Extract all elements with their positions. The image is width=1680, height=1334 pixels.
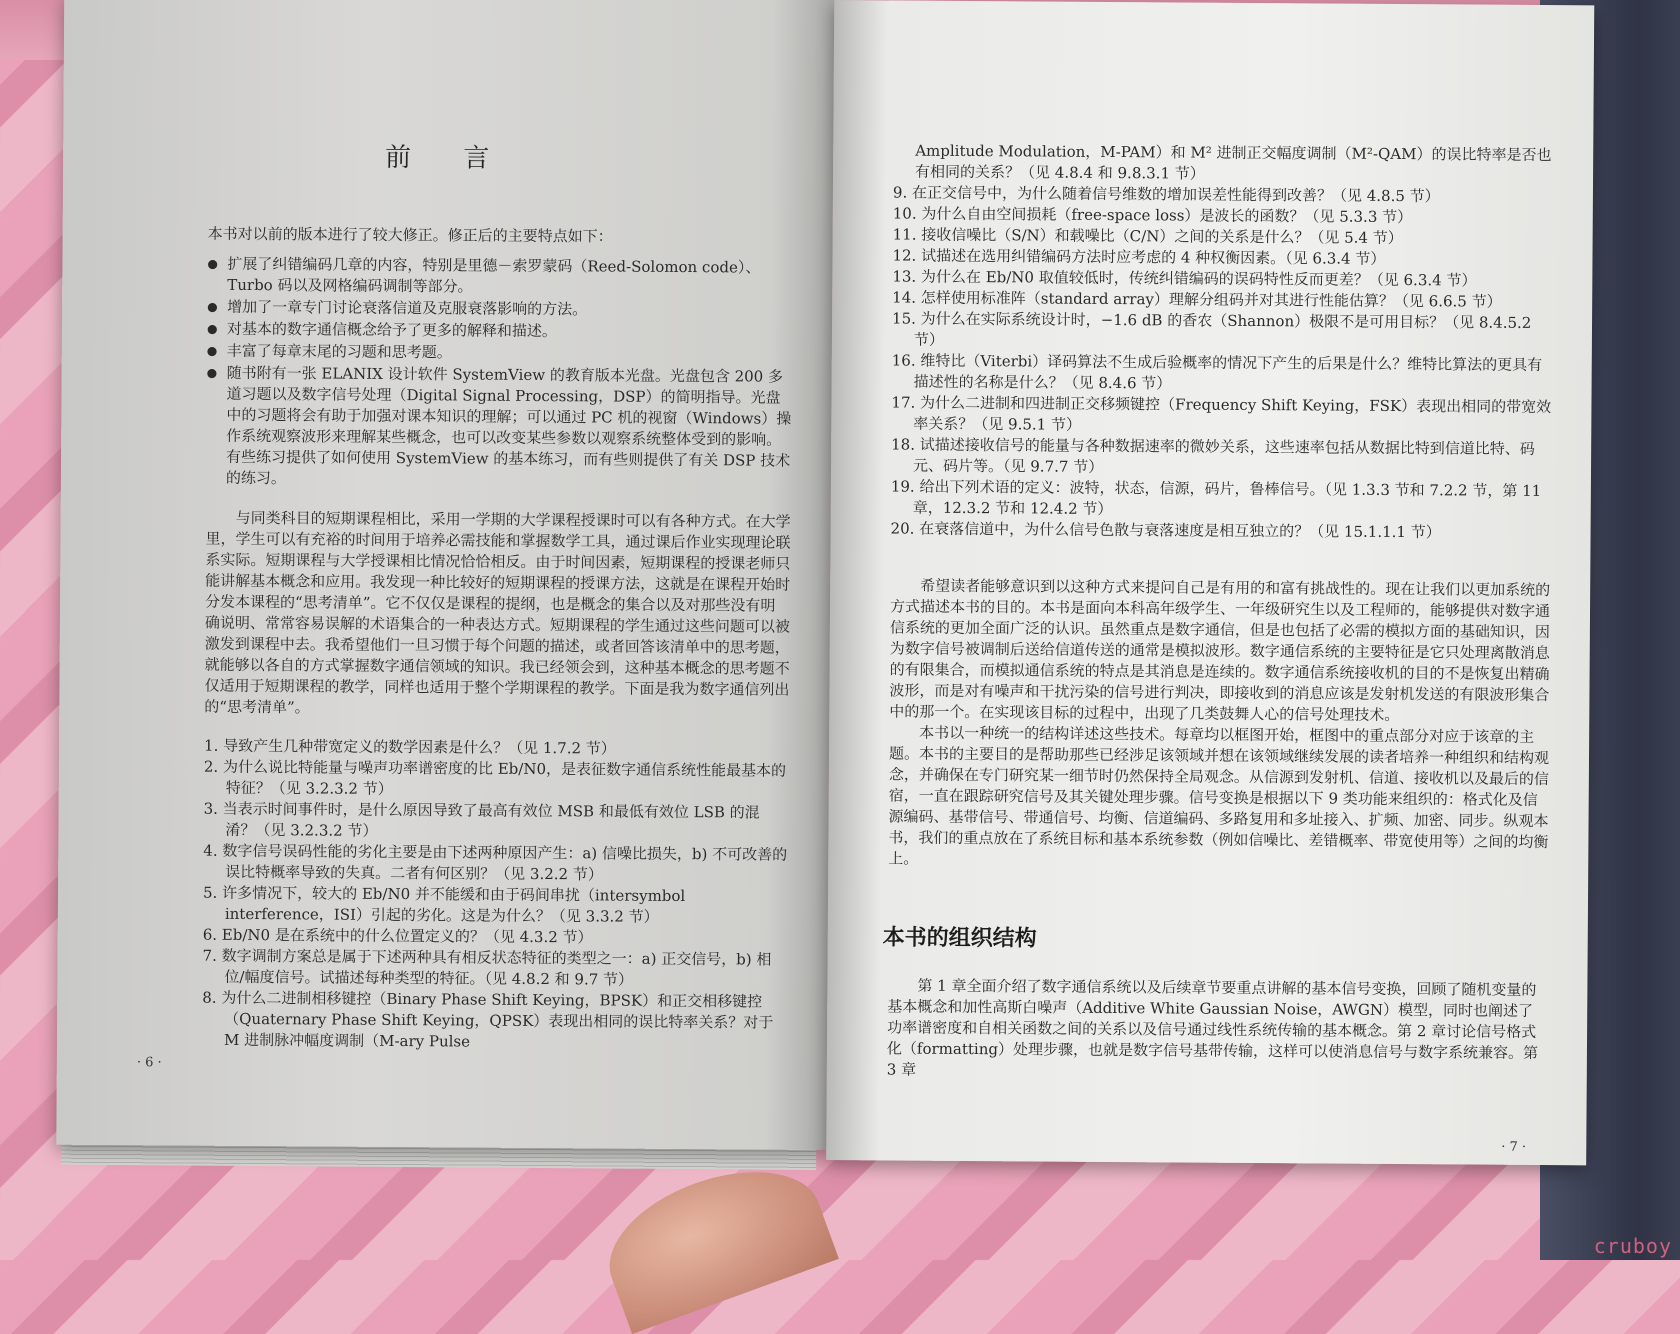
question-item: 13. 为什么在 Eb/N0 取值较低时，传统纠错编码的误码特性反而更差？（见 6.3.4 节） — [892, 267, 1477, 290]
page-number: · 7 · — [1501, 1139, 1527, 1155]
question-item: 8. 为什么二进制相移键控（Binary Phase Shift Keying，BPSK）和正交相移键控（Quaternary Phase Shift Keying，QPSK）表现出相同的误比特率关系？对于 M 进制脉冲幅度调制（M-ary Pulse — [202, 988, 774, 1051]
body-paragraph: 第 1 章全面介绍了数字通信系统以及后续章节要重点讲解的基本信号变换，回顾了随机变量的基本概念和加性高斯白噪声（Additive White Gaussian Noise，AWGN）模型，同时也阐述了功率谱密度和自相关函数之间的关系以及信号通过线性系统传输的基本概念。第 2 章讨论信号格式化（formatting）处理步骤，也就是数字信号基带传输，这样可以使消息信号与数字系统兼容。第 3 章 — [886, 976, 1539, 1079]
body-section — [888, 575, 1550, 874]
question-item: 5. 许多情况下，较大的 Eb/N0 并不能缓和由于码间串扰（intersymbol interference，ISI）引起的劣化。这是为什么？（见 3.3.2 节） — [202, 883, 686, 926]
feature-item: ● 丰富了每章末尾的习题和思考题。 — [207, 341, 792, 366]
question-item: 10. 为什么自由空间损耗（free-space loss）是波长的函数？（见 5.3.3 节） — [892, 204, 1413, 227]
question-item: 19. 给出下列术语的定义：波特，状态，信源，码片，鲁棒信号。（见 1.3.3 节和 7.2.2 节，第 11 章，12.3.2 节和 12.4.2 节） — [890, 477, 1542, 519]
question-item: 15. 为什么在实际系统设计时，−1.6 dB 的香农（Shannon）极限不是可用目标？（见 8.4.5.2 节） — [891, 309, 1532, 349]
question-item: 4. 数字信号误码性能的劣化主要是由下述两种原因产生：a) 信噪比损失，b) 不可改善的误比特概率导致的失真。二者有何区别？（见 3.2.2 节） — [203, 841, 788, 884]
feature-item: ● 扩展了纠错编码几章的内容，特别是里德－索罗蒙码（Reed-Solomon code）、Turbo 码以及网格编码调制等部分。 — [207, 254, 792, 300]
question-item: 11. 接收信噪比（S/N）和载噪比（C/N）之间的关系是什么？（见 5.4 节） — [892, 225, 1403, 248]
question-list — [202, 736, 789, 1055]
intro-text: 本书对以前的版本进行了较大修正。修正后的主要特点如下： — [207, 224, 613, 246]
question-list — [891, 140, 1554, 544]
section-heading: 本书的组织结构 — [882, 925, 1037, 952]
question-item: 18. 试描述接收信号的能量与各种数据速率的微妙关系，这些速率包括从数据比特到信道比特、码元、码片等。（见 9.7.7 节） — [891, 435, 1535, 476]
right-page — [826, 0, 1594, 1165]
question-item: 17. 为什么二进制和四进制正交移频键控（Frequency Shift Keying，FSK）表现出相同的带宽效率关系？（见 9.5.1 节） — [891, 393, 1552, 434]
question-item: 1. 导致产生几种带宽定义的数学因素是什么？（见 1.7.2 节） — [203, 736, 616, 758]
question-item: 3. 当表示时间事件时，是什么原因导致了最高有效位 MSB 和最低有效位 LSB 的混淆？（见 3.2.3.2 节） — [203, 799, 760, 840]
body-paragraph: 本书以一种统一的结构详述这些技术。每章均以框图开始，框图中的重点部分对应于该章的主题。本书的主要目的是帮助那些已经涉足该领域并想在该领域继续发展的读者培养一种组织和结构观念，并确保在专门研究某一细节时仍然保持全局观念。从信源到发射机、信道、接收机以及最后的信宿，一直在跟踪研究信号及其关键处理步骤。信号变换是根据以下 9 类功能来组织的：格式化及信源编码、基带信号、带通信号、均衡、信道编码、多路复用和多址接入、扩频、加密、同步。纵观本书，我们的重点放在了系统目标和基本系统参数（例如信噪比、差错概率、带宽使用等）之间的均衡上。 — [888, 723, 1550, 868]
question-item: 14. 怎样使用标准阵（standard array）理解分组码并对其进行性能估算？（见 6.6.5 节） — [892, 288, 1502, 311]
feature-item: ● 随书附有一张 ELANIX 设计软件 SystemView 的教育版本光盘。光盘包含 200 多道习题以及数字信号处理（Digital Signal Processing，DSP）的简明指导。光盘中的习题将会有助于加强对课本知识的理解；可以通过 PC 机的视窗（Windows）操作系统观察波形来理解某些概念，也可以改变某些参数以观察系统整体受到的影响。有些练习提供了如何使用 SystemView 的基本练习，而有些则提供了有关 DSP 技术的练习。 — [206, 363, 792, 493]
open-book — [56, 0, 1595, 1230]
question-item: 2. 为什么说比特能量与噪声功率谱密度的比 Eb/N0，是表征数字通信系统性能最基本的特征？（见 3.2.3.2 节） — [203, 757, 787, 798]
body-paragraph: 希望读者能够意识到以这种方式来提问自己是有用的和富有挑战性的。现在让我们以更加系统的方式描述本书的目的。本书是面向本科高年级学生、一年级研究生以及工程师的，能够提供对数字通信系统的更加全面广泛的认识。虽然重点是数字通信，但是也包括了必需的模拟方面的基础知识，因为数字信号被调制后送给信道传送的通常是模拟波形。数字通信系统的主要特征是它只处理离散消息的有限集合，而模拟通信系统的特点是其消息是连续的。数字通信系统接收机的目的不是恢复出精确波形，而是对有噪声和干扰污染的信号进行判决，即接收到的消息应该是发射机发送的有限波形集合中的那一个。在实现该目标的过程中，出现了几类鼓舞人心的信号处理技术。 — [889, 576, 1551, 725]
page-title: 前 言 — [384, 142, 512, 174]
feature-item: ● 对基本的数字通信概念给予了更多的解释和描述。 — [207, 319, 792, 344]
question-item: 6. Eb/N0 是在系统中的什么位置定义的？（见 4.3.2 节） — [202, 925, 593, 947]
question-item: 20. 在衰落信道中，为什么信号色散与衰落速度是相互独立的？（见 15.1.1.1 节） — [890, 519, 1441, 542]
question-item: 7. 数字调制方案总是属于下述两种具有相反状态特征的类型之一：a) 正交信号，b) 相位/幅度信号。试描述每种类型的特征。（见 4.8.2 和 9.7 节） — [202, 946, 772, 989]
feature-list — [206, 254, 793, 494]
question-continuation: Amplitude Modulation，M-PAM）和 M² 进制正交幅度调制（M²-QAM）的误比特率是否也有相同的关系？（见 4.8.4 和 9.8.3.1 节） — [915, 141, 1552, 183]
feature-item: ● 增加了一章专门讨论衰落信道及克服衰落影响的方法。 — [207, 297, 792, 322]
question-item: 12. 试描述在选用纠错编码方法时应考虑的 4 种权衡因素。（见 6.3.4 节） — [892, 246, 1386, 268]
body-paragraph: 与同类科目的短期课程相比，采用一学期的大学课程授课时可以有各种方式。在大学里，学生可以有充裕的时间用于培养必需技能和掌握数学工具，通过课后作业实现理论联系实际。短期课程与大学授课相比情况恰恰相反。由于时间因素，短期课程的授课老师只能讲解基本概念和应用。我发现一种比较好的短期课程的授课方法，这就是在课程开始时分发本课程的“思考清单”。它不仅仅是课程的提纲，也是概念的集合以及对那些没有明确说明、常常容易误解的术语集合的一种表达方式。短期课程的学生通过这些问题可以被激发到课程中去。我希望他们一旦习惯于每个问题的描述，或者回答该清单中的思考题，就能够以各自的方式掌握数字通信领域的知识。我已经领会到，这种基本概念的思考题不仅适用于短期课程的教学，同样也适用于整个学期课程的教学。下面是我为数字通信列出的“思考清单”。 — [204, 508, 791, 717]
left-page — [56, 0, 834, 1150]
page-number: · 6 · — [136, 1055, 162, 1071]
question-item: 16. 维特比（Viterbi）译码算法不生成后验概率的情况下产生的后果是什么？维特比算法的更具有描述性的名称是什么？（见 8.4.6 节） — [891, 351, 1543, 393]
question-item: 9. 在正交信号中，为什么随着信号维数的增加误差性能得到改善？（见 4.8.5 节） — [892, 183, 1440, 206]
watermark: cruboy — [1593, 1234, 1672, 1258]
